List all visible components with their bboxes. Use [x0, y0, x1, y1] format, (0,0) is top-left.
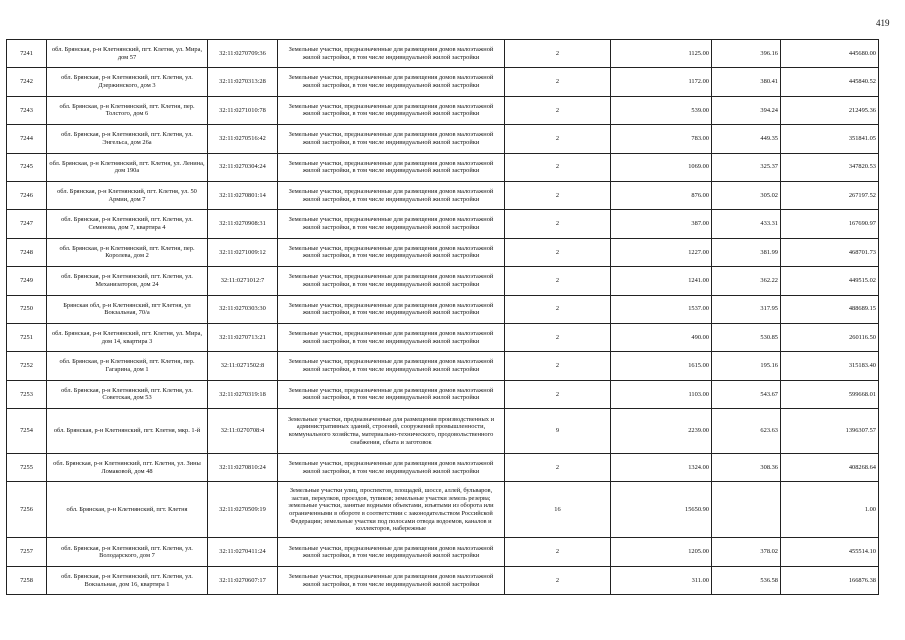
use-code-cell: 2 — [505, 210, 611, 238]
area-cell: 490.00 — [611, 323, 712, 351]
row-number-cell: 7244 — [7, 125, 47, 153]
row-number-cell: 7245 — [7, 153, 47, 181]
row-number-cell: 7242 — [7, 68, 47, 96]
table-row — [7, 454, 879, 482]
use-code-cell: 2 — [505, 68, 611, 96]
row-number-cell: 7249 — [7, 267, 47, 295]
cadastral-value-cell: 1.00 — [781, 482, 879, 538]
row-number-cell: 7250 — [7, 295, 47, 323]
land-use-cell: Земельные участки, предназначенные для размещения домов малоэтажной жилой застройки, в том числе индивидуальной жилой застройки — [278, 181, 505, 209]
cadastral-number-cell: 32:11:0270319:18 — [208, 380, 278, 408]
land-use-cell: Земельные участки, предназначенные для размещения домов малоэтажной жилой застройки, в том числе индивидуальной жилой застройки — [278, 380, 505, 408]
use-code-cell: 2 — [505, 352, 611, 380]
cadastral-value-cell: 449515.02 — [781, 267, 879, 295]
specific-value-cell: 530.85 — [712, 323, 781, 351]
address-cell: обл. Брянская, р-н Клетнянский, пгт. Клетня, ул. Мира, дом 14, квартира 3 — [47, 323, 208, 351]
table-row — [7, 125, 879, 153]
cadastral-value-cell: 260116.50 — [781, 323, 879, 351]
land-use-cell: Земельные участки, предназначенные для размещения домов малоэтажной жилой застройки, в том числе индивидуальной жилой застройки — [278, 454, 505, 482]
cadastral-number-cell: 32:11:0270810:24 — [208, 454, 278, 482]
table-row — [7, 40, 879, 68]
cadastral-value-cell: 445840.52 — [781, 68, 879, 96]
use-code-cell: 2 — [505, 153, 611, 181]
cadastral-value-cell: 351841.05 — [781, 125, 879, 153]
cadastral-number-cell: 32:11:0270908:31 — [208, 210, 278, 238]
address-cell: обл. Брянская, р-н Клетнянский, пгт. Клетня, ул. 50 Армии, дом 7 — [47, 181, 208, 209]
row-number-cell: 7246 — [7, 181, 47, 209]
table-row — [7, 566, 879, 594]
land-use-cell: Земельные участки, предназначенные для размещения домов малоэтажной жилой застройки, в том числе индивидуальной жилой застройки — [278, 68, 505, 96]
address-cell: обл. Брянская, р-н Клетнянский, пгт. Клетня, ул. Ленина, дом 190а — [47, 153, 208, 181]
specific-value-cell: 623.63 — [712, 409, 781, 454]
land-use-cell: Земельные участки, предназначенные для размещения домов малоэтажной жилой застройки, в том числе индивидуальной жилой застройки — [278, 352, 505, 380]
address-cell: обл. Брянская, р-н Клетнянский, пгт. Клетня, ул. Мира, дом 57 — [47, 40, 208, 68]
cadastral-number-cell: 32:11:0270411:24 — [208, 538, 278, 566]
table-row — [7, 482, 879, 538]
table-row — [7, 267, 879, 295]
use-code-cell: 2 — [505, 181, 611, 209]
use-code-cell: 2 — [505, 538, 611, 566]
area-cell: 1103.00 — [611, 380, 712, 408]
row-number-cell: 7253 — [7, 380, 47, 408]
specific-value-cell: 378.02 — [712, 538, 781, 566]
cadastral-number-cell: 32:11:0270516:42 — [208, 125, 278, 153]
specific-value-cell: 536.58 — [712, 566, 781, 594]
land-use-cell: Земельные участки, предназначенные для размещения домов малоэтажной жилой застройки, в том числе индивидуальной жилой застройки — [278, 153, 505, 181]
specific-value-cell: 449.35 — [712, 125, 781, 153]
row-number-cell: 7243 — [7, 96, 47, 124]
cadastral-value-cell: 347820.53 — [781, 153, 879, 181]
table-row — [7, 153, 879, 181]
land-use-cell: Земельные участки, предназначенные для размещения домов малоэтажной жилой застройки, в том числе индивидуальной жилой застройки — [278, 210, 505, 238]
area-cell: 783.00 — [611, 125, 712, 153]
specific-value-cell: 543.67 — [712, 380, 781, 408]
cadastral-value-cell: 599668.01 — [781, 380, 879, 408]
row-number-cell: 7241 — [7, 40, 47, 68]
specific-value-cell: 433.31 — [712, 210, 781, 238]
land-use-cell: Земельные участки улиц, проспектов, площадей, шоссе, аллей, бульваров, застав, переулков, проездов, тупиков; земельные участки земель резерва; земельные участки, занятые водными объектами, изъятыми из оборота или ограниченными в обороте в соответствии с законодательством Российской Федерации; земельные участки под полосами отвода водоемов, каналов и коллекторов, набережные — [278, 482, 505, 538]
table-row — [7, 68, 879, 96]
area-cell: 1172.00 — [611, 68, 712, 96]
cadastral-number-cell: 32:11:0271012:7 — [208, 267, 278, 295]
address-cell: обл. Брянская, р-н Клетнянский, пгт. Клетня, ул. Энгельса, дом 26а — [47, 125, 208, 153]
specific-value-cell: 325.37 — [712, 153, 781, 181]
specific-value-cell: 317.95 — [712, 295, 781, 323]
address-cell: обл. Брянская, р-н Клетнянский, пгт. Клетня, ул. Вокзальная, дом 16, квартира 1 — [47, 566, 208, 594]
use-code-cell: 2 — [505, 238, 611, 266]
area-cell: 1615.00 — [611, 352, 712, 380]
table-row — [7, 210, 879, 238]
area-cell: 1205.00 — [611, 538, 712, 566]
use-code-cell: 2 — [505, 267, 611, 295]
use-code-cell: 2 — [505, 40, 611, 68]
area-cell: 2239.00 — [611, 409, 712, 454]
address-cell: обл. Брянская, р-н Клетнянский, пгт. Клетня, мкр. 1-й — [47, 409, 208, 454]
land-use-cell: Земельные участки, предназначенные для размещения домов малоэтажной жилой застройки, в том числе индивидуальной жилой застройки — [278, 96, 505, 124]
address-cell: обл. Брянская, р-н Клетнянский, пгт. Клетня — [47, 482, 208, 538]
area-cell: 15650.90 — [611, 482, 712, 538]
cadastral-number-cell: 32:11:0270713:21 — [208, 323, 278, 351]
use-code-cell: 2 — [505, 380, 611, 408]
area-cell: 1241.00 — [611, 267, 712, 295]
table-row — [7, 323, 879, 351]
specific-value-cell: 195.16 — [712, 352, 781, 380]
cadastral-value-cell: 167690.97 — [781, 210, 879, 238]
address-cell: обл. Брянская, р-н Клетнянский, пгт. Клетня, ул. Механизаторов, дом 24 — [47, 267, 208, 295]
area-cell: 1227.00 — [611, 238, 712, 266]
area-cell: 387.00 — [611, 210, 712, 238]
table-row — [7, 409, 879, 454]
area-cell: 539.00 — [611, 96, 712, 124]
land-use-cell: Земельные участки, предназначенные для размещения домов малоэтажной жилой застройки, в том числе индивидуальной жилой застройки — [278, 323, 505, 351]
row-number-cell: 7247 — [7, 210, 47, 238]
cadastral-value-cell: 488689.15 — [781, 295, 879, 323]
cadastral-number-cell: 32:11:0270304:24 — [208, 153, 278, 181]
address-cell: обл. Брянская, р-н Клетнянский, пгт. Клетня, пер. Толстого, дом 6 — [47, 96, 208, 124]
use-code-cell: 2 — [505, 323, 611, 351]
address-cell: обл. Брянская, р-н Клетнянский, пгт. Клетня, ул. Зины Ломаковой, дом 48 — [47, 454, 208, 482]
table-row — [7, 538, 879, 566]
row-number-cell: 7248 — [7, 238, 47, 266]
specific-value-cell: 394.24 — [712, 96, 781, 124]
cadastral-number-cell: 32:11:0270709:36 — [208, 40, 278, 68]
address-cell: обл. Брянская, р-н Клетнянский, пгт. Клетня, ул. Семенова, дом 7, квартира 4 — [47, 210, 208, 238]
address-cell: обл. Брянская, р-н Клетнянский, пгт. Клетня, пер. Гагарина, дом 1 — [47, 352, 208, 380]
cadastral-number-cell: 32:11:0270303:30 — [208, 295, 278, 323]
cadastral-value-cell: 212495.36 — [781, 96, 879, 124]
row-number-cell: 7256 — [7, 482, 47, 538]
address-cell: обл. Брянская, р-н Клетнянский, пгт. Клетня, пер. Королева, дом 2 — [47, 238, 208, 266]
address-cell: Брянская обл, р-н Клетнянский, пгт Клетня, ул Вокзальная, 70/а — [47, 295, 208, 323]
land-register-table — [6, 39, 879, 595]
specific-value-cell: 396.16 — [712, 40, 781, 68]
table-row — [7, 380, 879, 408]
cadastral-number-cell: 32:11:0270509:19 — [208, 482, 278, 538]
land-use-cell: Земельные участки, предназначенные для размещения производственных и административных зданий, строений, сооружений промышленности, коммунального хозяйства, материально-технического, продовольственного снабжения, сбыта и заготовок — [278, 409, 505, 454]
address-cell: обл. Брянская, р-н Клетнянский, пгт. Клетня, ул. Советская, дом 53 — [47, 380, 208, 408]
address-cell: обл. Брянская, р-н Клетнянский, пгт. Клетня, ул. Дзержинского, дом 3 — [47, 68, 208, 96]
cadastral-number-cell: 32:11:0270708:4 — [208, 409, 278, 454]
specific-value-cell: 305.02 — [712, 181, 781, 209]
row-number-cell: 7251 — [7, 323, 47, 351]
cadastral-number-cell: 32:11:0271502:8 — [208, 352, 278, 380]
table-row — [7, 96, 879, 124]
land-use-cell: Земельные участки, предназначенные для размещения домов малоэтажной жилой застройки, в том числе индивидуальной жилой застройки — [278, 267, 505, 295]
area-cell: 311.00 — [611, 566, 712, 594]
specific-value-cell: 362.22 — [712, 267, 781, 295]
table-row — [7, 181, 879, 209]
table-row — [7, 352, 879, 380]
page-number: 419 — [876, 18, 890, 28]
cadastral-value-cell: 408268.64 — [781, 454, 879, 482]
area-cell: 1069.00 — [611, 153, 712, 181]
table-row — [7, 238, 879, 266]
row-number-cell: 7255 — [7, 454, 47, 482]
land-use-cell: Земельные участки, предназначенные для размещения домов малоэтажной жилой застройки, в том числе индивидуальной жилой застройки — [278, 538, 505, 566]
cadastral-number-cell: 32:11:0271010:78 — [208, 96, 278, 124]
cadastral-value-cell: 1396307.57 — [781, 409, 879, 454]
row-number-cell: 7257 — [7, 538, 47, 566]
area-cell: 876.00 — [611, 181, 712, 209]
land-use-cell: Земельные участки, предназначенные для размещения домов малоэтажной жилой застройки, в том числе индивидуальной жилой застройки — [278, 566, 505, 594]
use-code-cell: 2 — [505, 125, 611, 153]
cadastral-number-cell: 32:11:0270313:28 — [208, 68, 278, 96]
cadastral-number-cell: 32:11:0270607:17 — [208, 566, 278, 594]
cadastral-value-cell: 166876.38 — [781, 566, 879, 594]
use-code-cell: 2 — [505, 96, 611, 124]
cadastral-number-cell: 32:11:0270801:14 — [208, 181, 278, 209]
specific-value-cell: 308.36 — [712, 454, 781, 482]
cadastral-value-cell: 315183.40 — [781, 352, 879, 380]
land-use-cell: Земельные участки, предназначенные для размещения домов малоэтажной жилой застройки, в том числе индивидуальной жилой застройки — [278, 40, 505, 68]
use-code-cell: 2 — [505, 295, 611, 323]
use-code-cell: 2 — [505, 454, 611, 482]
area-cell: 1324.00 — [611, 454, 712, 482]
land-use-cell: Земельные участки, предназначенные для размещения домов малоэтажной жилой застройки, в том числе индивидуальной жилой застройки — [278, 125, 505, 153]
use-code-cell: 16 — [505, 482, 611, 538]
specific-value-cell — [712, 482, 781, 538]
row-number-cell: 7258 — [7, 566, 47, 594]
use-code-cell: 2 — [505, 566, 611, 594]
land-use-cell: Земельные участки, предназначенные для размещения домов малоэтажной жилой застройки, в том числе индивидуальной жилой застройки — [278, 238, 505, 266]
area-cell: 1125.00 — [611, 40, 712, 68]
area-cell: 1537.00 — [611, 295, 712, 323]
cadastral-value-cell: 445680.00 — [781, 40, 879, 68]
row-number-cell: 7254 — [7, 409, 47, 454]
address-cell: обл. Брянская, р-н Клетнянский, пгт. Клетня, ул. Володарского, дом 7 — [47, 538, 208, 566]
use-code-cell: 9 — [505, 409, 611, 454]
cadastral-value-cell: 468701.73 — [781, 238, 879, 266]
table-row — [7, 295, 879, 323]
cadastral-value-cell: 455514.10 — [781, 538, 879, 566]
land-use-cell: Земельные участки, предназначенные для размещения домов малоэтажной жилой застройки, в том числе индивидуальной жилой застройки — [278, 295, 505, 323]
specific-value-cell: 381.99 — [712, 238, 781, 266]
cadastral-number-cell: 32:11:0271009:12 — [208, 238, 278, 266]
cadastral-value-cell: 267197.52 — [781, 181, 879, 209]
row-number-cell: 7252 — [7, 352, 47, 380]
specific-value-cell: 380.41 — [712, 68, 781, 96]
